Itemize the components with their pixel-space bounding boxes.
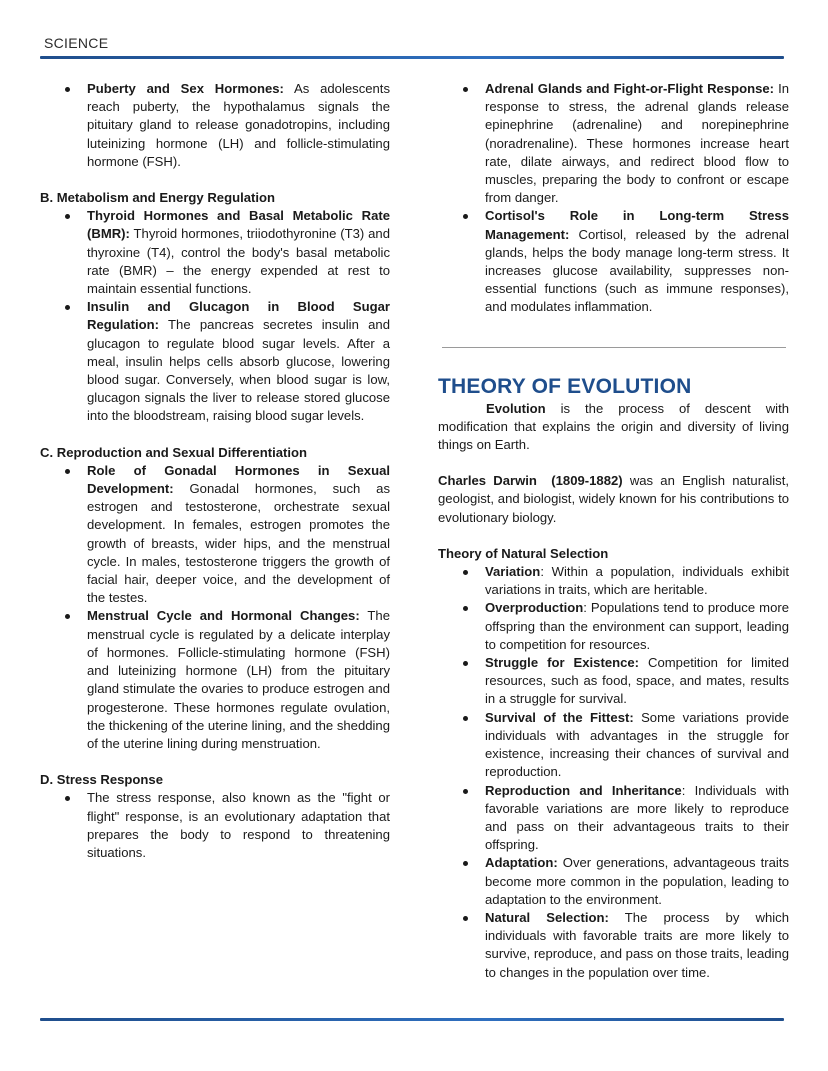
- list-item: Natural Selection: The process by which individuals with favorable traits are more likely to survive, reproduce, and pass on those traits, leading to changes in the population over time.: [485, 909, 789, 982]
- list-item: Insulin and Glucagon in Blood Sugar Regulation: The pancreas secretes insulin and glucagon to regulate blood sugar levels. After a meal, insulin helps cells absorb glucose, lowering blood sugar. Conversely, when blood sugar is low, glucagon signals the liver to release stored glucose into the bloodstream, raising blood sugar levels.: [87, 298, 390, 425]
- left-column: [40, 80, 390, 862]
- section-b-list: [40, 207, 390, 425]
- right-column: [438, 80, 789, 982]
- natural-selection-heading: Theory of Natural Selection: [438, 545, 609, 561]
- header-rule: [40, 56, 784, 59]
- list-item: Puberty and Sex Hormones: As adolescents reach puberty, the hypothalamus signals the pituitary gland to release gonadotropins, including luteinizing hormone (LH) and follicle-stimulating hormone (FSH).: [87, 80, 390, 171]
- natural-selection-list: [438, 563, 789, 982]
- footer-rule: [40, 1018, 784, 1021]
- section-d-list: [40, 789, 390, 862]
- list-item: Struggle for Existence: Competition for limited resources, such as food, space, and mates, results in a struggle for survival.: [485, 654, 789, 709]
- list-item: Adaptation: Over generations, advantageous traits become more common in the population, leading to adaptation to the environment.: [485, 854, 789, 909]
- section-c-list: [40, 462, 390, 753]
- evolution-title: THEORY OF EVOLUTION: [438, 374, 692, 398]
- list-item: Survival of the Fittest: Some variations provide individuals with advantages in the struggle for existence, increasing their chances of survival and reproduction.: [485, 709, 789, 782]
- page-header-label: SCIENCE: [44, 35, 109, 51]
- list-item: Menstrual Cycle and Hormonal Changes: The menstrual cycle is regulated by a delicate interplay of hormones. Follicle-stimulating hormone (FSH) and luteinizing hormone (LH) from the pituitary gland stimulate the ovaries to produce estrogen and progesterone. These hormones regulate ovulation, the thickening of the uterine lining, and the shedding of the uterine lining during menstruation.: [87, 607, 390, 753]
- list-item: The stress response, also known as the "fight or flight" response, is an evolutionary adaptation that prepares the body to respond to threatening situations.: [87, 789, 390, 862]
- section-divider: [442, 347, 786, 348]
- list-item: Adrenal Glands and Fight-or-Flight Response: In response to stress, the adrenal glands release epinephrine (adrenaline) and norepinephrine (noradrenaline). These hormones increase heart rate, dilate airways, and redirect blood flow to muscles, preparing the body to confront or escape from danger.: [485, 80, 789, 207]
- stress-list: [438, 80, 789, 317]
- list-item: Reproduction and Inheritance: Individuals with favorable variations are more likely to reproduce and pass on their advantageous traits to their offspring.: [485, 782, 789, 855]
- evolution-intro: Evolution is the process of descent with modification that explains the origin and diversity of living things on Earth.: [438, 400, 789, 453]
- darwin-paragraph: Charles Darwin (1809-1882) was an English naturalist, geologist, and biologist, widely known for his contributions to evolutionary biology.: [438, 473, 789, 525]
- list-item: Variation: Within a population, individuals exhibit variations in traits, which are heritable.: [485, 563, 789, 599]
- list-item: Thyroid Hormones and Basal Metabolic Rate (BMR): Thyroid hormones, triiodothyronine (T3) and thyroxine (T4), control the body's basal metabolic rate (BMR) – the energy expended at rest to maintain essential functions.: [87, 207, 390, 298]
- list-item: Overproduction: Populations tend to produce more offspring than the environment can support, leading to competition for resources.: [485, 599, 789, 654]
- puberty-list: [40, 80, 390, 171]
- list-item: Cortisol's Role in Long-term Stress Management: Cortisol, released by the adrenal glands, helps the body manage long-term stress. It increases glucose availability, suppresses non-essential functions (such as immune responses), and modulates inflammation.: [485, 207, 789, 316]
- section-heading-c: C. Reproduction and Sexual Differentiation: [40, 444, 307, 460]
- section-heading-d: D. Stress Response: [40, 772, 163, 788]
- list-item: Role of Gonadal Hormones in Sexual Development: Gonadal hormones, such as estrogen and testosterone, orchestrate sexual development. In females, estrogen promotes the growth of breasts, wider hips, and the menstrual cycle. In males, testosterone triggers the growth of facial hair, deeper voice, and the development of the testes.: [87, 462, 390, 608]
- section-heading-b: B. Metabolism and Energy Regulation: [40, 190, 275, 206]
